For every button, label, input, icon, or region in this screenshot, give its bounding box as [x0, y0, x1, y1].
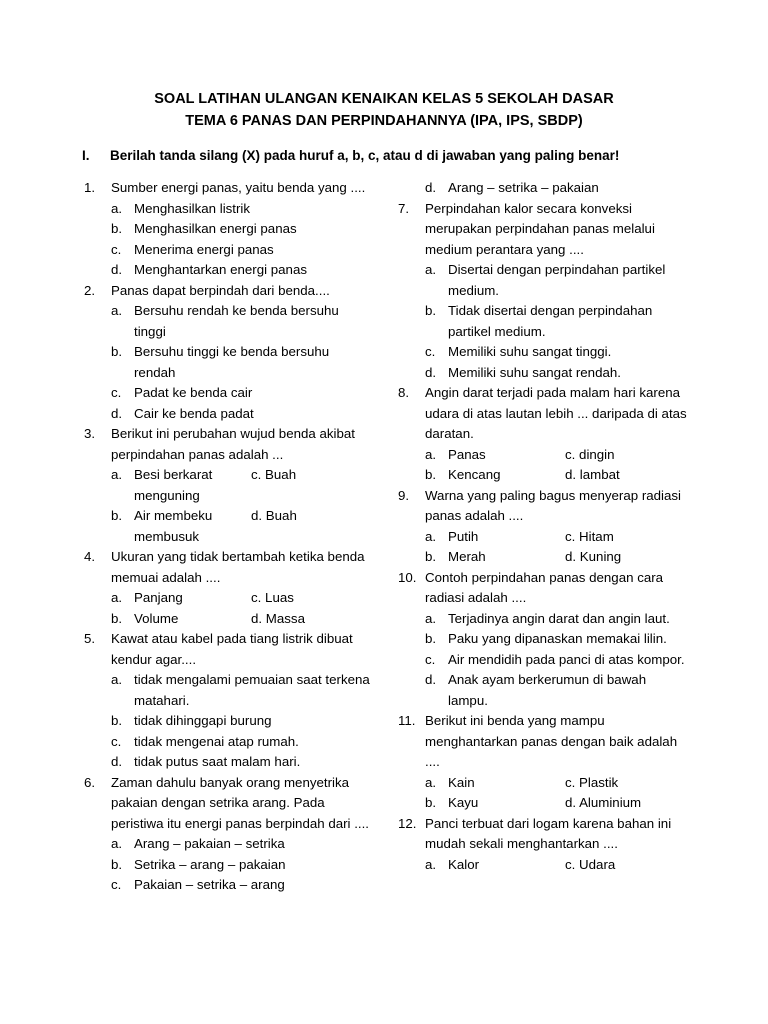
option-text: Luas [265, 590, 294, 605]
option-row-3bd [84, 506, 374, 547]
option-letter: b. [111, 856, 123, 872]
option-letter: a. [111, 303, 123, 318]
option-8a[interactable]: Panas [448, 446, 486, 462]
option-1d[interactable] [84, 260, 374, 281]
option-row-9bd [398, 547, 688, 568]
option-letter: c. [111, 385, 122, 400]
question-4 [84, 547, 374, 588]
option-letter: c. [565, 528, 576, 544]
option-text: dingin [579, 446, 615, 462]
question-text: Perpindahan kalor secara konveksi merupakan perpindahan panas melalui medium perantara yang .... [425, 200, 655, 257]
question-text: Kawat atau kabel pada tiang listrik dibuat kendur agar.... [111, 631, 353, 667]
option-letter: c. [251, 590, 262, 605]
option-text: Tidak disertai dengan perpindahan partikel medium. [448, 303, 653, 339]
option-letter: c. [565, 856, 576, 872]
option-text: tidak dihinggapi burung [134, 713, 272, 728]
option-letter: a. [111, 467, 123, 482]
option-7b[interactable] [398, 301, 688, 342]
question-2 [84, 281, 374, 302]
option-text: Terjadinya angin darat dan angin laut. [448, 610, 670, 626]
option-3d[interactable] [251, 506, 297, 527]
option-text: Air mendidih pada panci di atas kompor. [448, 651, 685, 667]
option-text: Menghantarkan energi panas [134, 262, 307, 277]
option-text: Memiliki suhu sangat rendah. [448, 364, 621, 380]
option-row-4bd [84, 609, 374, 630]
option-letter: b. [425, 303, 437, 318]
left-column [84, 178, 374, 896]
question-text: Panas dapat berpindah dari benda.... [111, 282, 330, 298]
question-number: 8. [398, 385, 410, 400]
option-letter: a. [111, 200, 123, 216]
option-letter: c. [251, 467, 262, 482]
option-letter: a. [425, 610, 437, 626]
document-subtitle: TEMA 6 PANAS DAN PERPINDAHANNYA (IPA, IPS, SBDP) [185, 113, 583, 129]
option-text: Buah [265, 467, 297, 482]
instruction-text: Berilah tanda silang (X) pada huruf a, b, c, atau d di jawaban yang paling benar! [110, 148, 620, 163]
option-12c[interactable] [565, 855, 615, 876]
option-letter: a. [425, 856, 437, 872]
option-7c[interactable] [398, 342, 688, 363]
question-5 [84, 629, 374, 670]
option-1a[interactable] [84, 199, 374, 220]
option-text: Memiliki suhu sangat tinggi. [448, 344, 612, 359]
option-letter: a. [111, 590, 123, 605]
option-text: Kuning [579, 549, 622, 564]
question-number: 7. [398, 200, 410, 216]
option-text: Menghasilkan energi panas [134, 221, 297, 236]
option-letter: d. [251, 610, 263, 626]
option-letter: c. [565, 446, 576, 462]
option-letter: c. [565, 774, 576, 790]
option-letter: b. [111, 713, 123, 728]
option-letter: b. [425, 467, 437, 482]
option-text: tidak mengenai atap rumah. [134, 733, 299, 749]
option-text: Plastik [579, 774, 619, 790]
option-2d[interactable] [84, 404, 374, 425]
option-9d[interactable] [565, 547, 621, 568]
option-1c[interactable] [84, 240, 374, 261]
option-11b[interactable]: Kayu [448, 795, 479, 810]
option-5c[interactable] [84, 732, 374, 753]
option-9a[interactable]: Putih [448, 528, 479, 544]
question-number: 10. [398, 569, 417, 585]
option-9c[interactable] [565, 527, 614, 548]
option-letter: a. [111, 836, 123, 851]
option-row-12ac [398, 855, 688, 876]
question-12 [398, 814, 688, 855]
option-8d[interactable] [565, 465, 620, 486]
option-text: Setrika – arang – pakaian [134, 856, 286, 872]
question-6 [84, 773, 374, 835]
document-title: SOAL LATIHAN ULANGAN KENAIKAN KELAS 5 SEKOLAH DASAR [154, 91, 614, 107]
question-text: Zaman dahulu banyak orang menyetrika pakaian dengan setrika arang. Pada peristiwa itu energi panas berpindah dari .... [111, 774, 369, 831]
option-3c[interactable] [251, 465, 296, 486]
question-8 [398, 383, 688, 445]
option-text: Disertai dengan perpindahan partikel medium. [448, 262, 666, 298]
question-11 [398, 711, 688, 773]
option-4d[interactable] [251, 609, 305, 630]
option-letter: c. [111, 733, 122, 749]
option-text: Hitam [579, 528, 614, 544]
option-row-11bd [398, 793, 688, 814]
option-letter: d. [425, 180, 437, 195]
option-text: Padat ke benda cair [134, 385, 253, 400]
question-number: 12. [398, 815, 417, 831]
option-text: tidak putus saat malam hari. [134, 754, 301, 769]
option-letter: c. [425, 651, 436, 667]
option-letter: c. [111, 877, 122, 892]
option-letter: a. [111, 672, 123, 687]
option-letter: b. [111, 610, 123, 626]
question-1 [84, 178, 374, 199]
option-letter: d. [111, 754, 123, 769]
option-10d[interactable] [398, 670, 688, 711]
option-5d[interactable] [84, 752, 374, 773]
option-letter: c. [425, 344, 436, 359]
option-5b[interactable] [84, 711, 374, 732]
option-letter: b. [111, 344, 123, 359]
option-12a[interactable]: Kalor [448, 856, 480, 872]
option-2c[interactable] [84, 383, 374, 404]
question-text: Warna yang paling bagus menyerap radiasi panas adalah .... [425, 487, 681, 523]
option-text: lambat [579, 467, 620, 482]
question-text: Contoh perpindahan panas dengan cara radiasi adalah .... [425, 569, 664, 605]
question-number: 11. [398, 713, 416, 728]
option-letter: a. [425, 262, 437, 277]
option-text: Anak ayam berkerumun di bawah lampu. [448, 672, 647, 708]
question-9 [398, 486, 688, 527]
option-text: Menghasilkan listrik [134, 200, 251, 216]
option-text: tidak mengalami pemuaian saat terkena matahari. [134, 672, 370, 708]
option-8c[interactable] [565, 445, 615, 466]
section-instruction [82, 146, 619, 167]
option-letter: a. [425, 528, 437, 544]
option-letter: c. [111, 241, 122, 257]
option-6b[interactable] [84, 855, 374, 876]
question-text: Sumber energi panas, yaitu benda yang .... [111, 180, 366, 195]
option-text: Menerima energi panas [134, 241, 274, 257]
option-2b[interactable] [84, 342, 374, 383]
option-11a[interactable]: Kain [448, 774, 475, 790]
option-letter: a. [425, 446, 437, 462]
option-text: Udara [579, 856, 616, 872]
option-5a[interactable] [84, 670, 374, 711]
question-number: 5. [84, 631, 96, 646]
question-number: 1. [84, 180, 96, 195]
option-text: Aluminium [579, 795, 642, 810]
option-text: Paku yang dipanaskan memakai lilin. [448, 631, 667, 646]
option-letter: d. [425, 672, 437, 687]
option-4b[interactable]: Volume [134, 610, 179, 626]
question-number: 3. [84, 426, 96, 441]
option-text: Bersuhu tinggi ke benda bersuhu rendah [134, 344, 330, 380]
option-3b[interactable]: Air membeku membusuk [134, 508, 213, 544]
question-text: Berikut ini benda yang mampu menghantarkan panas dengan baik adalah .... [425, 713, 678, 769]
option-letter: d. [111, 262, 123, 277]
option-letter: d. [251, 508, 263, 523]
option-2a[interactable] [84, 301, 374, 342]
option-text: Arang – pakaian – setrika [134, 836, 285, 851]
option-letter: d. [565, 467, 577, 482]
question-number: 4. [84, 549, 96, 564]
question-3 [84, 424, 374, 465]
option-row-8bd [398, 465, 688, 486]
option-letter: d. [565, 795, 577, 810]
option-text: Cair ke benda padat [134, 405, 254, 421]
option-text: Pakaian – setrika – arang [134, 877, 285, 892]
option-text: Bersuhu rendah ke benda bersuhu tinggi [134, 303, 339, 339]
option-text: Massa [265, 610, 305, 626]
option-letter: b. [111, 221, 123, 236]
document-header [0, 88, 768, 132]
option-9b[interactable]: Merah [448, 549, 486, 564]
option-text: Arang – setrika – pakaian [448, 180, 599, 195]
question-number: 9. [398, 487, 410, 503]
option-letter: a. [425, 774, 437, 790]
option-6c[interactable] [84, 875, 374, 896]
option-7d[interactable] [398, 363, 688, 384]
question-number: 2. [84, 282, 96, 298]
question-text: Panci terbuat dari logam karena bahan ini mudah sekali menghantarkan .... [425, 815, 672, 851]
section-numeral: I. [82, 148, 90, 163]
question-number: 6. [84, 774, 96, 790]
option-row-3ac [84, 465, 374, 506]
option-4a[interactable]: Panjang [134, 590, 183, 605]
option-row-4ac [84, 588, 374, 609]
option-letter: d. [425, 364, 437, 380]
option-10b[interactable] [398, 629, 688, 650]
option-6a[interactable] [84, 834, 374, 855]
option-10a[interactable] [398, 609, 688, 630]
option-11c[interactable] [565, 773, 618, 794]
right-column [398, 178, 688, 875]
option-8b[interactable]: Kencang [448, 467, 501, 482]
option-letter: b. [425, 795, 437, 810]
option-letter: d. [565, 549, 577, 564]
option-1b[interactable] [84, 219, 374, 240]
question-7 [398, 199, 688, 261]
option-row-9ac [398, 527, 688, 548]
option-7a[interactable] [398, 260, 688, 301]
option-row-8ac [398, 445, 688, 466]
question-text: Angin darat terjadi pada malam hari karena udara di atas lautan lebih ... daripada di atas daratan. [425, 385, 687, 441]
option-text: Buah [265, 508, 297, 523]
question-text: Berikut ini perubahan wujud benda akibat perpindahan panas adalah ... [111, 426, 355, 462]
option-4c[interactable] [251, 588, 294, 609]
option-10c[interactable] [398, 650, 688, 671]
question-text: Ukuran yang tidak bertambah ketika benda memuai adalah .... [111, 549, 365, 585]
option-11d[interactable] [565, 793, 641, 814]
option-letter: b. [425, 631, 437, 646]
option-6d[interactable] [398, 178, 688, 199]
option-letter: b. [111, 508, 123, 523]
option-letter: b. [425, 549, 437, 564]
option-row-11ac [398, 773, 688, 794]
option-letter: d. [111, 405, 123, 421]
option-3a[interactable]: Besi berkarat menguning [134, 467, 213, 503]
question-10 [398, 568, 688, 609]
